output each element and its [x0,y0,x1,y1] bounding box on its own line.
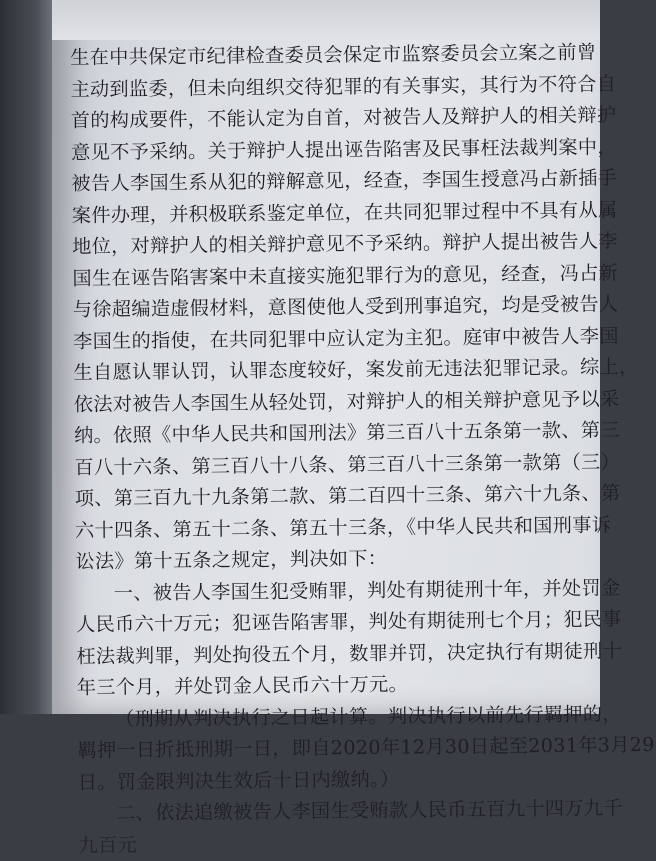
text-line: 纳。依照《中华人民共和国刑法》第三百八十五条第一款、第三 [74,418,620,447]
text-line: 生自愿认罪认罚，认罪态度较好，案发前无违法犯罪记录。综上， [73,355,639,384]
text-line: 年三个月，并处罚金人民币六十万元。 [76,672,409,699]
text-line: 百八十六条、第三百八十八条、第三百八十三条第一款第（三） [74,449,621,479]
background-edge [0,0,52,714]
text-line: 被告人李国生系从犯的辩解意见，经查，李国生授意冯占新插手 [71,166,618,195]
text-line: 九百元 [78,832,137,857]
text-line: 六十四条、第五十二条、第五十三条，《中华人民共和国刑事诉 [74,512,612,542]
text-line: 国生在诬告陷害案中未直接实施犯罪行为的意见，经查，冯占新 [72,260,619,290]
text-line: 羁押一日折抵刑期一日，即自2020年12月30日起至2031年3月29 [77,732,655,762]
text-line: 人民币六十万元；犯诬告陷害罪，判处有期徒刑七个月；犯民事 [75,607,622,636]
text-line: 一、被告人李国生犯受贿罪，判处有期徒刑十年，并处罚金 [113,575,621,605]
text-line: 意见不予采纳。关于辩护人提出诬告陷害及民事枉法裁判案中， [71,134,617,164]
text-line: 案件办理，并积极联系鉴定单位，在共同犯罪过程中不具有从属 [71,197,618,227]
text-line: 二、依法追缴被告人李国生受贿款人民币五百九十四万九千 [115,796,623,825]
text-line: 生在中共保定市纪律检查委员会保定市监察委员会立案之前曾 [70,40,597,69]
document-page [52,0,655,857]
text-line: 讼法》第十五条之规定，判决如下： [75,546,388,573]
text-line: 项、第三百九十九条第二款、第二百四十三条、第六十九条、第 [74,481,621,510]
text-line: （刑期从判决执行之日起计算。判决执行以前先行羁押的， [114,701,622,731]
text-line: 地位，对辩护人的相关辩护意见不予采纳。辩护人提出被告人李 [72,229,618,258]
text-line: 李国生的指使，在共同犯罪中应认定为主犯。庭审中被告人李国 [73,323,619,353]
text-line: 与徐超编造虚假材料，意图使他人受到刑事追究，均是受被告人 [72,292,619,321]
text-line: 日。罚金限判决生效后十日内缴纳。） [77,767,400,794]
text-line: 主动到监委，但未向组织交待犯罪的有关事实，其行为不符合自 [70,71,617,101]
text-line: 依法对被告人李国生从轻处罚，对辩护人的相关辩护意见予以采 [73,386,620,416]
text-line: 枉法裁判罪，判处拘役五个月，数罪并罚，决定执行有期徒刑十 [76,638,623,668]
document-body [70,37,655,861]
text-line: 首的构成要件，不能认定为自首，对被告人及辩护人的相关辩护 [70,103,617,132]
